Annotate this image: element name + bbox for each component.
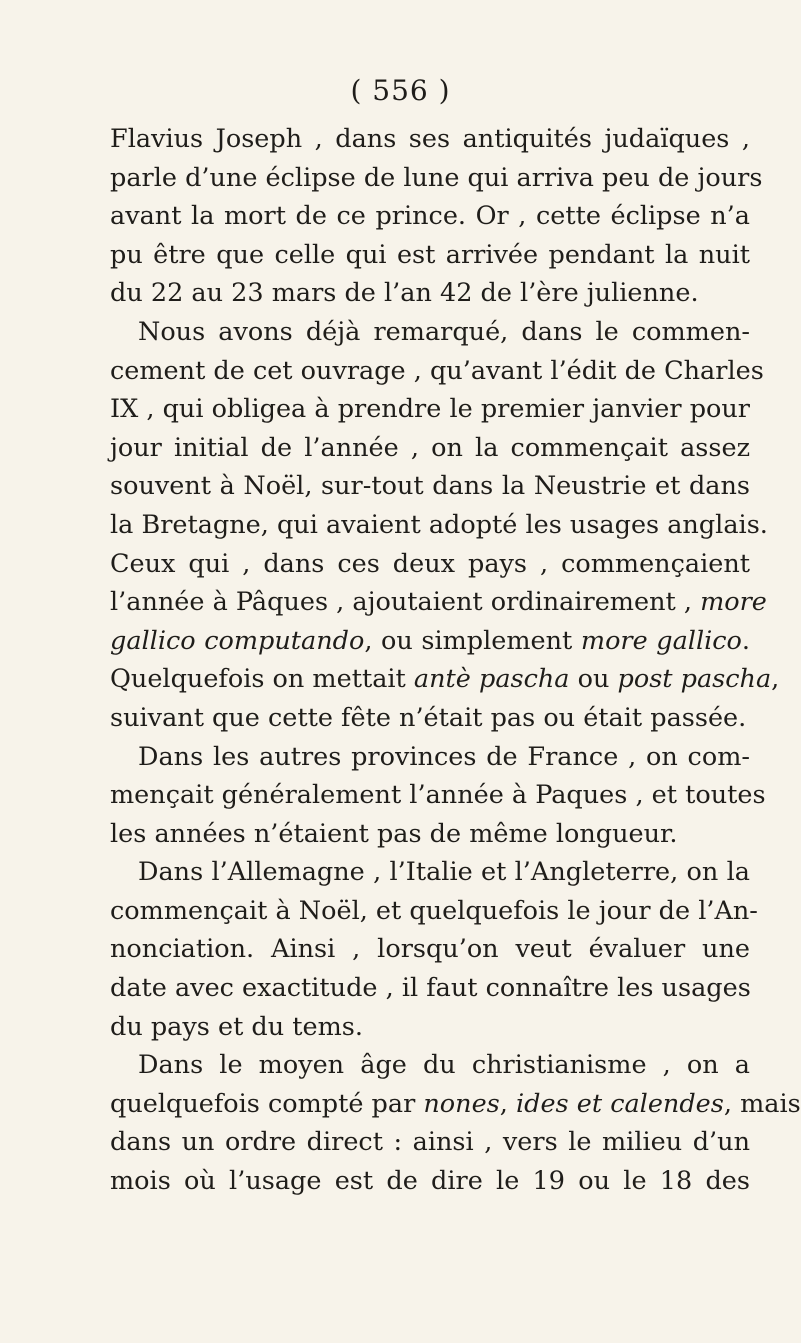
italic-phrase: gallico computando — [110, 625, 365, 656]
italic-phrase: antè pascha — [413, 664, 570, 695]
text-line: Ceux qui , dans ces deux pays , commençaient — [110, 548, 750, 579]
text-line: Flavius Joseph , dans ses antiquités judaïques , — [110, 124, 750, 154]
text-line: gallico computando, ou simplement more gallico. — [110, 625, 751, 656]
text-line: parle d’une éclipse de lune qui arriva peu de jours — [110, 162, 763, 193]
text-line: souvent à Noël, sur-tout dans la Neustrie et dans — [110, 471, 750, 502]
paragraph-start-line: Dans les autres provinces de France , on com- — [138, 741, 750, 772]
italic-phrase: more — [700, 587, 767, 618]
page-number: ( 556 ) — [350, 74, 451, 107]
text-line: nonciation. Ainsi , lorsqu’on veut évaluer une — [110, 934, 750, 965]
paragraph-end-line: du 22 au 23 mars de l’an 42 de l’ère julienne. — [110, 278, 699, 309]
text-line: commençait à Noël, et quelquefois le jour de l’An- — [110, 895, 758, 926]
text-line: mençait généralement l’année à Paques , et toutes — [110, 780, 766, 811]
text-line: cement de cet ouvrage , qu’avant l’édit de Charles — [110, 355, 764, 386]
text-line: IX , qui obligea à prendre le premier janvier pour — [110, 394, 750, 425]
italic-phrase: nones — [423, 1088, 500, 1119]
italic-phrase: more gallico — [580, 625, 742, 656]
text-line: jour initial de l’année , on la commençait assez — [110, 432, 750, 463]
paragraph-start-line: Dans l’Allemagne , l’Italie et l’Angleterre, on la — [138, 857, 750, 888]
text-line: Quelquefois on mettait antè pascha ou post pascha, — [110, 664, 780, 695]
text-line: la Bretagne, qui avaient adopté les usages anglais. — [110, 509, 768, 540]
paragraph-end-line: suivant que cette fête n’était pas ou était passée. — [110, 702, 747, 733]
text-line: mois où l’usage est de dire le 19 ou le 18 des — [110, 1166, 750, 1197]
paragraph-start-line: Nous avons déjà remarqué, dans le commen- — [138, 316, 750, 347]
paragraph-end-line: les années n’étaient pas de même longueur. — [110, 818, 678, 849]
text-line: avant la mort de ce prince. Or , cette éclipse n’a — [110, 201, 750, 232]
paragraph-start-line: Dans le moyen âge du christianisme , on a — [138, 1050, 750, 1081]
italic-phrase: post pascha — [617, 664, 772, 695]
text-line: quelquefois compté par nones, ides et calendes, mais — [110, 1088, 801, 1119]
text-line: dans un ordre direct : ainsi , vers le milieu d’un — [110, 1127, 750, 1158]
paragraph-end-line: du pays et du tems. — [110, 1011, 363, 1042]
text-line: l’année à Pâques , ajoutaient ordinairement , more — [110, 587, 767, 618]
text-line: date avec exactitude , il faut connaître les usages — [110, 973, 751, 1004]
italic-phrase: ides et calendes — [515, 1088, 724, 1119]
body-text — [110, 120, 801, 1201]
text-line: pu être que celle qui est arrivée pendant la nuit — [110, 239, 750, 270]
